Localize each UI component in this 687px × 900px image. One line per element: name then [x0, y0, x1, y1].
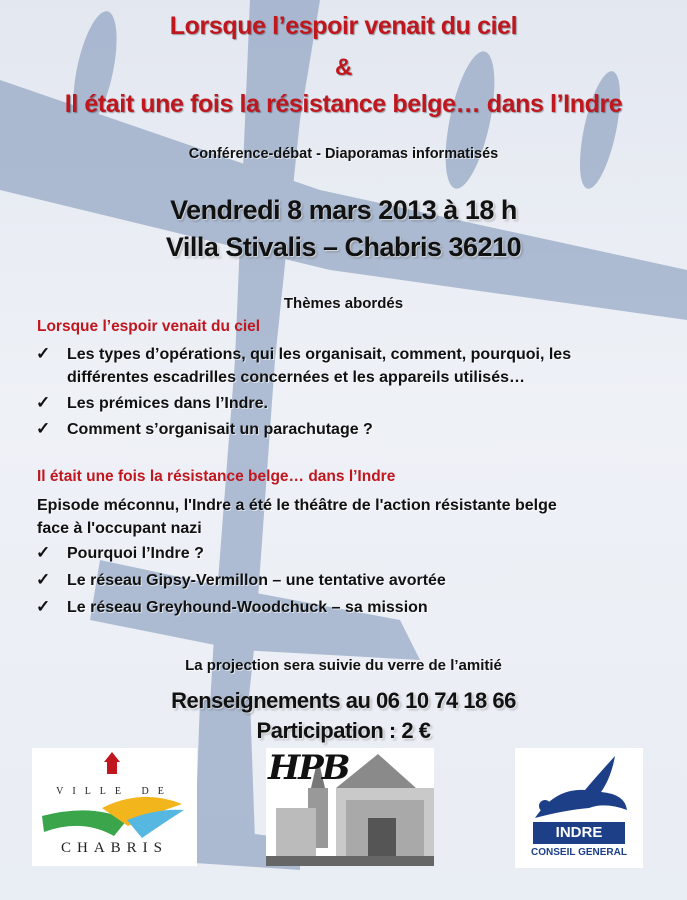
event-venue: Villa Stivalis – Chabris 36210: [165, 232, 522, 262]
indre-logo-name: INDRE: [533, 822, 625, 844]
indre-logo: [515, 748, 643, 868]
hpb-logo-text: HPB: [268, 748, 349, 788]
section-2-intro-line-1: Episode méconnu, l'Indre a été le théâtre de l'action résistante belge: [37, 497, 557, 514]
check-icon: ✓: [36, 543, 51, 562]
section-2-item-3: Le réseau Greyhound-Woodchuck – sa mission: [67, 599, 428, 616]
chabris-logo: [32, 748, 197, 866]
check-icon: ✓: [36, 419, 51, 438]
section-2-intro-line-2: face à l'occupant nazi: [37, 520, 202, 537]
section-1-item-3: Comment s’organisait un parachutage ?: [67, 421, 373, 438]
event-subtitle: Conférence-débat - Diaporamas informatisés: [188, 146, 499, 162]
projection-note: La projection sera suivie du verre de l’amitié: [185, 657, 502, 674]
section-2-item-1: Pourquoi l’Indre ?: [67, 545, 204, 562]
hpb-logo: [266, 748, 434, 866]
check-icon: ✓: [36, 597, 51, 616]
section-2-title: Il était une fois la résistance belge… dans l’Indre: [37, 468, 396, 485]
contact-phone: Renseignements au 06 10 74 18 66: [171, 688, 516, 713]
section-1-title: Lorsque l’espoir venait du ciel: [37, 318, 261, 335]
section-1-item-2: Les prémices dans l’Indre.: [67, 395, 268, 412]
check-icon: ✓: [36, 344, 51, 363]
title-ampersand: &: [335, 54, 352, 81]
check-icon: ✓: [36, 570, 51, 589]
participation-price: Participation : 2 €: [256, 718, 431, 743]
chabris-logo-top-text: VILLE DE: [56, 786, 173, 797]
section-1-item-1-line-2: différentes escadrilles concernées et les appareils utilisés…: [67, 369, 525, 386]
title-line-1: Lorsque l’espoir venait du ciel: [169, 12, 518, 40]
eagle-icon: [515, 748, 643, 828]
check-icon: ✓: [36, 393, 51, 412]
chabris-logo-bottom-text: CHABRIS: [60, 840, 169, 856]
themes-heading: Thèmes abordés: [283, 295, 404, 312]
indre-logo-council: CONSEIL GENERAL: [531, 847, 627, 858]
section-1-item-1-line-1: Les types d’opérations, qui les organisait, comment, pourquoi, les: [67, 346, 572, 363]
event-date: Vendredi 8 mars 2013 à 18 h: [170, 195, 517, 225]
title-line-2: Il était une fois la résistance belge… dans l’Indre: [64, 90, 623, 118]
section-2-item-2: Le réseau Gipsy-Vermillon – une tentative avortée: [67, 572, 446, 589]
